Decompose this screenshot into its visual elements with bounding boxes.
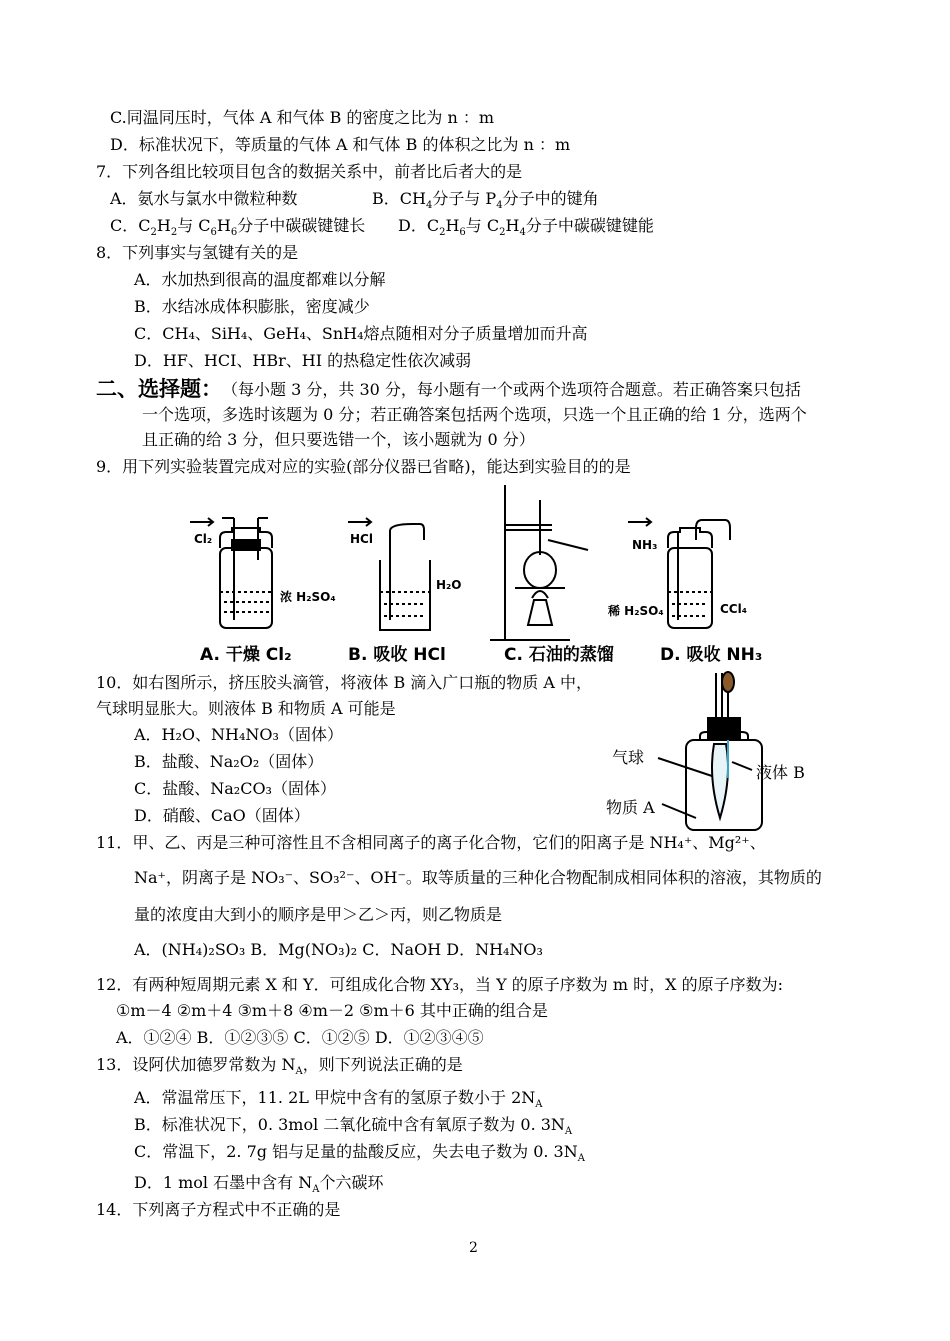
q12-options: A．①②④ B．①②③⑤ C．①②⑤ D．①②③④⑤ [116,1028,484,1047]
q13-stem: 13．设阿伏加德罗常数为 $N_A$，则下列说法正确的是 [96,1055,463,1078]
q14-stem: 14．下列离子方程式中不正确的是 [96,1200,341,1219]
q10-stem-line-2: 气球明显胀大。则液体 B 和物质 A 可能是 [96,699,396,718]
q13-option-a: A．常温常压下，11. 2L 甲烷中含有的氢原子数小于 $2N_A$ [134,1088,543,1111]
q7-stem: 7．下列各组比较项目包含的数据关系中，前者比后者大的是 [96,162,523,181]
q12-line-1: 12．有两种短周期元素 X 和 Y．可组成化合物 XY₃，当 Y 的原子序数为 m 时，X 的原子序数为: [96,975,783,994]
q8-option-b: B．水结冰成体积膨胀，密度减少 [134,297,370,316]
q7-option-a: A．氨水与氯水中微粒种数 [110,189,298,208]
label-dil-h2so4: 稀 H₂SO₄ [608,604,664,618]
q8-option-a: A．水加热到很高的温度都难以分解 [134,270,386,289]
q7-option-d: D．$C_2H_6$与 $C_2H_4$分子中碳碳键键能 [398,216,654,239]
q7-option-b: B．$CH_4$分子与 $P_4$分子中的键角 [372,189,599,212]
label-conc-h2so4: 浓 H₂SO₄ [280,590,336,604]
caption-a: A. 干燥 Cl₂ [200,645,292,665]
q12-line-2: ①m－4 ②m＋4 ③m＋8 ④m－2 ⑤m＋6 其中正确的组合是 [116,1001,548,1020]
q10-stem-line-1: 10．如右图所示，挤压胶头滴管，将液体 B 滴入广口瓶的物质 A 中， [96,673,593,692]
section-2-note-line-3: 且正确的给 3 分，但只要选错一个，该小题就为 0 分） [142,430,535,449]
label-hcl: HCl [350,532,373,546]
q10-option-a: A．H₂O、NH₄NO₃（固体） [134,725,343,744]
q11-line-3: 量的浓度由大到小的顺序是甲＞乙＞丙，则乙物质是 [134,905,503,924]
label-nh3: NH₃ [632,538,658,552]
label-balloon: 气球 [612,748,645,767]
q10-option-d: D．硝酸、CaO（固体） [134,806,310,825]
q13-option-d: D．1 mol 石墨中含有 $N_A$个六碳环 [134,1173,384,1196]
q8-option-c: C．CH₄、SiH₄、GeH₄、SnH₄熔点随相对分子质量增加而升高 [134,324,588,343]
section-2-note-line-2: 一个选项，多选时该题为 0 分；若正确答案包括两个选项，只选一个且正确的给 1 分，选两个 [142,405,807,424]
q11-line-1: 11．甲、乙、丙是三种可溶性且不含相同离子的离子化合物，它们的阳离子是 NH₄⁺、Mg²⁺、 [96,833,766,852]
q7-option-c: C．$C_2H_2$与 $C_6H_6$分子中碳碳键键长 [110,216,366,239]
q10-bottle-figure [600,668,840,833]
caption-b: B. 吸收 HCl [348,645,446,665]
q11-line-2: Na⁺，阴离子是 NO₃⁻、SO₃²⁻、OH⁻。取等质量的三种化合物配制成相同体积的溶液，其物质的 [134,868,822,887]
section-2-heading: 二、选择题： [96,377,222,401]
q10-option-b: B．盐酸、Na₂O₂（固体） [134,752,324,771]
q6-option-c: C.同温同压时，气体 A 和气体 B 的密度之比为 n ：m [110,108,495,127]
label-liquid-b: 液体 B [756,763,805,782]
caption-c: C. 石油的蒸馏 [504,645,614,665]
caption-d: D. 吸收 NH₃ [660,645,763,665]
q13-option-c: C．常温下，2. 7g 铝与足量的盐酸反应，失去电子数为 0. $3N_A$ [134,1142,585,1165]
q13-option-b: B．标准状况下，0. 3mol 二氧化硫中含有氧原子数为 0. $3N_A$ [134,1115,573,1138]
q9-stem: 9．用下列实验装置完成对应的实验(部分仪器已省略)，能达到实验目的的是 [96,457,631,476]
label-substance-a: 物质 A [606,798,655,817]
label-ccl4: CCl₄ [720,602,747,616]
q8-stem: 8．下列事实与氢键有关的是 [96,243,299,262]
q8-option-d: D．HF、HCI、HBr、HI 的热稳定性依次减弱 [134,351,472,370]
section-2-note-line-1: （每小题 3 分，共 30 分，每小题有一个或两个选项符合题意。若正确答案只包括 [222,380,801,399]
q6-option-d: D．标准状况下，等质量的气体 A 和气体 B 的体积之比为 n ：m [110,135,571,154]
q10-option-c: C．盐酸、Na₂CO₃（固体） [134,779,336,798]
q9-apparatus-figure [180,480,780,670]
label-h2o: H₂O [436,578,462,592]
page-number: 2 [469,1240,478,1256]
label-cl2: Cl₂ [194,532,213,546]
q11-options: A．(NH₄)₂SO₃ B．Mg(NO₃)₂ C．NaOH D．NH₄NO₃ [134,940,543,959]
